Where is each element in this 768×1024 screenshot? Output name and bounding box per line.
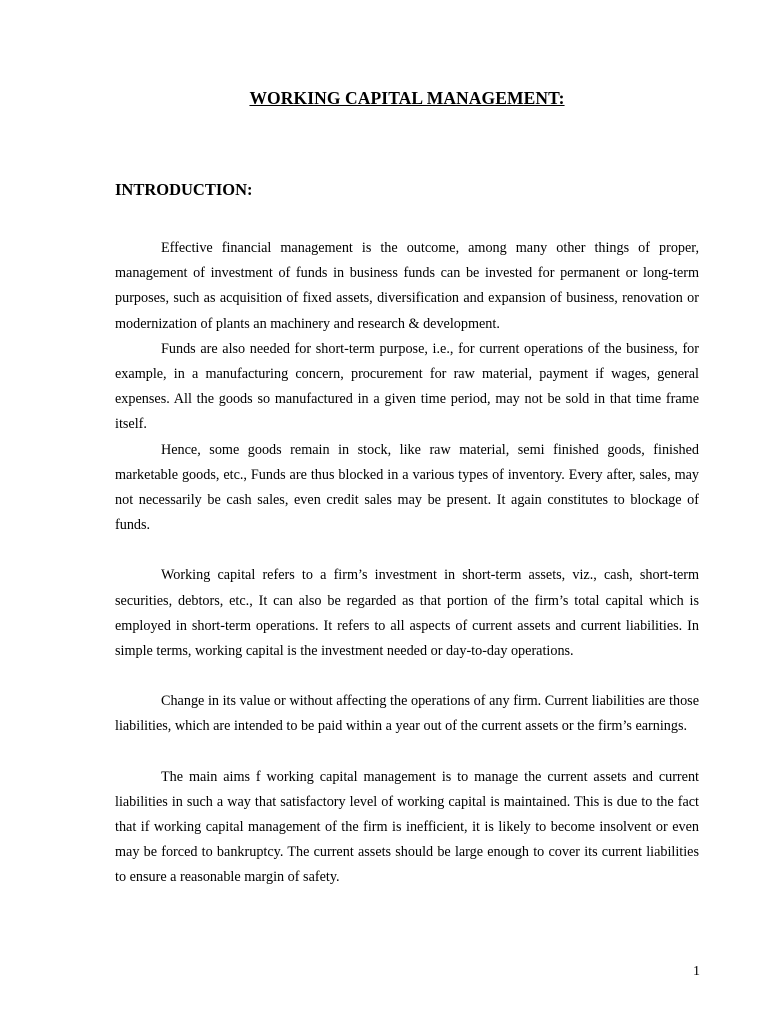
paragraph-3: Hence, some goods remain in stock, like raw material, semi finished goods, finished marketable goods, etc., Funds are thus blocked in a various types of inventory. Every after, sales, may not necessarily be cash sales, even credit sales may be present. It again constitutes to blockage of funds. bbox=[115, 441, 699, 534]
paragraph-2: Funds are also needed for short-term purpose, i.e., for current operations of the business, for example, in a manufacturing concern, procurement for raw material, payment if wages, general expenses. All the goods so manufactured in a given time period, may not be sold in that time frame itself. bbox=[115, 340, 699, 433]
page-title: WORKING CAPITAL MANAGEMENT: bbox=[249, 88, 565, 108]
body-text bbox=[115, 236, 699, 891]
paragraph-4: Working capital refers to a firm’s investment in short-term assets, viz., cash, short-term securities, debtors, etc., It can also be regarded as that portion of the firm’s total capital which is employed in short-term operations. It refers to all aspects of current assets and current liabilities. In simple terms, working capital is the investment needed or day-to-day operations. bbox=[115, 567, 699, 660]
paragraph-6: The main aims f working capital management is to manage the current assets and current liabilities in such a way that satisfactory level of working capital is maintained. This is due to the fact that if working capital management of the firm is inefficient, it is likely to become insolvent or even may be forced to bankruptcy. The current assets should be large enough to cover its current liabilities to ensure a reasonable margin of safety. bbox=[115, 768, 699, 886]
paragraph-1: Effective financial management is the outcome, among many other things of proper, management of investment of funds in business funds can be invested for permanent or long-term purposes, such as acquisition of fixed assets, diversification and expansion of business, renovation or modernization of plants an machinery and research & development. bbox=[115, 240, 699, 332]
page-number: 1 bbox=[693, 964, 700, 979]
section-heading-introduction: INTRODUCTION: bbox=[115, 180, 253, 199]
paragraph-5: Change in its value or without affecting the operations of any firm. Current liabilities are those liabilities, which are intended to be paid within a year out of the current assets or the firm’s earnings. bbox=[115, 693, 699, 735]
